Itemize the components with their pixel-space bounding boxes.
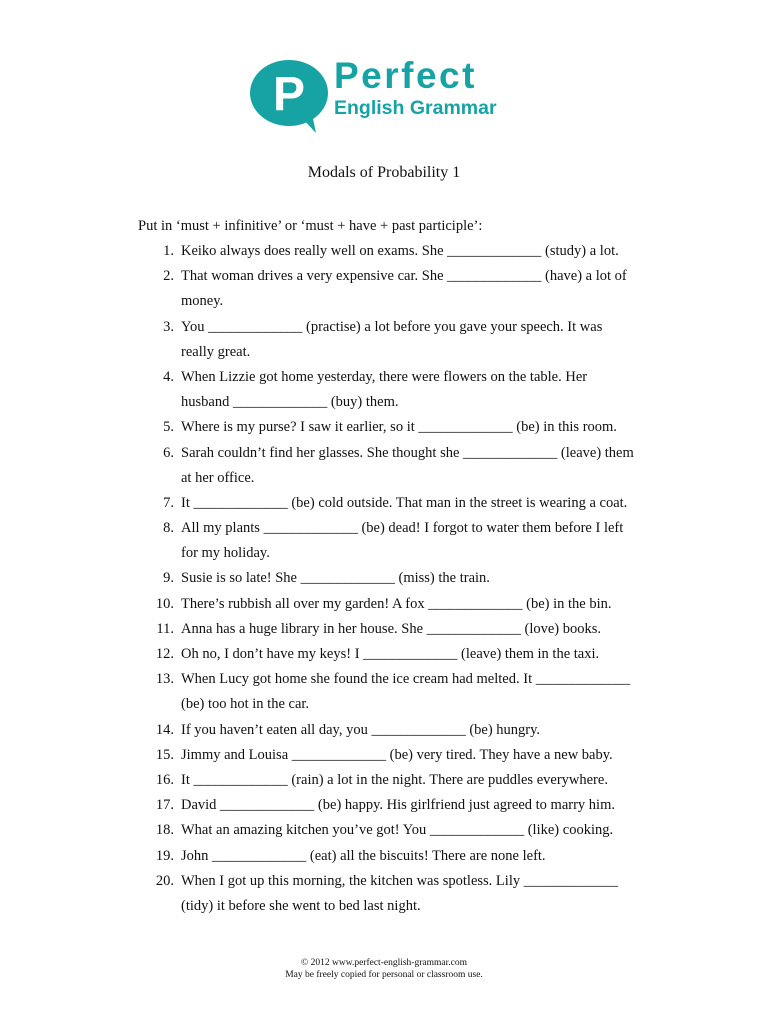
exercise-item [138,745,638,770]
exercise-text: When Lucy got home she found the ice cream had melted. It _____________ [181,671,630,688]
exercise-item [138,795,638,820]
exercise-line [138,266,638,291]
exercise-line [138,594,638,619]
exercise-text: Keiko always does really well on exams. She _____________ (study) a lot. [181,243,619,259]
exercise-item [138,820,638,845]
exercise-number: 18. [155,822,174,839]
exercise-text: That woman drives a very expensive car. She _____________ (have) a lot of [181,268,627,285]
exercise-text: You _____________ (practise) a lot before you gave your speech. It was [181,318,603,335]
exercise-item [138,241,638,266]
exercise-item [138,594,638,619]
exercise-text: (tidy) it before she went to bed last night. [181,897,421,914]
exercise-text: When I got up this morning, the kitchen was spotless. Lily _____________ [181,872,618,889]
logo-letter: P [272,68,306,121]
copyright-notice: © 2012 www.perfect-english-grammar.com [301,958,467,968]
exercise-line [138,644,638,669]
exercise-text: What an amazing kitchen you’ve got! You _____________ (like) cooking. [181,822,614,839]
exercise-line [138,720,638,745]
exercise-item [138,644,638,669]
exercise-text: at her office. [181,469,255,486]
exercise-line [138,846,638,871]
exercise-number: 13. [155,671,174,688]
exercise-text: When Lizzie got home yesterday, there were flowers on the table. Her [181,368,588,385]
exercise-item [138,367,638,417]
exercise-item [138,846,638,871]
exercise-item [138,317,638,367]
exercise-line [138,745,638,770]
exercise-text: Susie is so late! She _____________ (miss) the train. [181,570,490,587]
exercise-item [138,417,638,442]
exercise-line [138,795,638,820]
exercise-number: 20. [155,872,174,889]
exercise-text: All my plants _____________ (be) dead! I forgot to water them before I left [181,520,624,537]
exercise-item [138,568,638,593]
logo [246,56,508,136]
exercise-text: for my holiday. [181,545,270,562]
exercise-text: It _____________ (be) cold outside. That man in the street is wearing a coat. [181,494,628,511]
exercise-number: 15. [155,746,174,763]
exercise-text: husband _____________ (buy) them. [181,394,399,411]
exercise-text: John _____________ (eat) all the biscuits! There are none left. [181,847,546,864]
logo-word-perfect: Perfect [334,55,477,96]
exercise-line [138,543,638,568]
exercise-item [138,518,638,568]
exercise-item [138,770,638,795]
exercise-number: 3. [163,318,174,335]
exercise-text: Jimmy and Louisa _____________ (be) very tired. They have a new baby. [181,746,613,763]
exercise-item [138,443,638,493]
exercise-line [138,241,638,266]
exercise-number: 12. [155,646,174,662]
exercise-number: 1. [163,243,174,259]
exercise-list [138,241,638,921]
logo-word-english-grammar: English Grammar [334,97,497,119]
exercise-text: (be) too hot in the car. [181,696,310,713]
exercise-line [138,694,638,719]
exercise-number: 19. [155,847,174,864]
exercise-line [138,342,638,367]
exercise-line [138,871,638,896]
exercise-number: 8. [163,520,174,537]
exercise-text: David _____________ (be) happy. His girlfriend just agreed to marry him. [181,797,615,814]
exercise-line [138,518,638,543]
exercise-line [138,443,638,468]
instructions: Put in ‘must + infinitive’ or ‘must + have + past participle’: [138,218,483,234]
exercise-text: Anna has a huge library in her house. She _____________ (love) books. [181,620,602,637]
exercise-line [138,619,638,644]
exercise-line [138,291,638,316]
exercise-item [138,493,638,518]
usage-notice: May be freely copied for personal or classroom use. [285,970,483,980]
exercise-number: 2. [163,268,174,285]
exercise-number: 4. [163,368,174,385]
exercise-number: 14. [155,721,174,738]
exercise-line [138,317,638,342]
footer [0,957,768,981]
exercise-number: 16. [155,771,174,788]
exercise-line [138,896,638,921]
exercise-line [138,417,638,442]
exercise-text: money. [181,293,224,310]
exercise-line [138,820,638,845]
speech-bubble-logo-icon [248,58,330,134]
exercise-number: 5. [163,419,174,436]
exercise-item [138,619,638,644]
exercise-number: 6. [163,444,174,461]
exercise-line [138,568,638,593]
exercise-line [138,367,638,392]
exercise-line [138,468,638,493]
exercise-item [138,266,638,316]
exercise-text: Where is my purse? I saw it earlier, so it _____________ (be) in this room. [181,419,617,436]
exercise-line [138,493,638,518]
exercise-line [138,392,638,417]
exercise-text: Oh no, I don’t have my keys! I _____________ (leave) them in the taxi. [181,646,600,662]
exercise-item [138,720,638,745]
exercise-line [138,770,638,795]
exercise-text: really great. [181,343,251,360]
exercise-number: 11. [156,620,174,637]
exercise-text: If you haven’t eaten all day, you _____________ (be) hungry. [181,721,541,738]
exercise-text: Sarah couldn’t find her glasses. She thought she _____________ (leave) them [181,444,634,461]
exercise-line [138,669,638,694]
exercise-item [138,669,638,719]
worksheet-title: Modals of Probability 1 [307,164,461,181]
exercise-number: 9. [163,570,174,587]
exercise-number: 17. [155,797,174,814]
exercise-number: 7. [163,494,174,511]
exercise-text: It _____________ (rain) a lot in the night. There are puddles everywhere. [181,771,608,788]
exercise-item [138,871,638,921]
exercise-number: 10. [155,595,174,612]
exercise-text: There’s rubbish all over my garden! A fox _____________ (be) in the bin. [181,595,612,612]
